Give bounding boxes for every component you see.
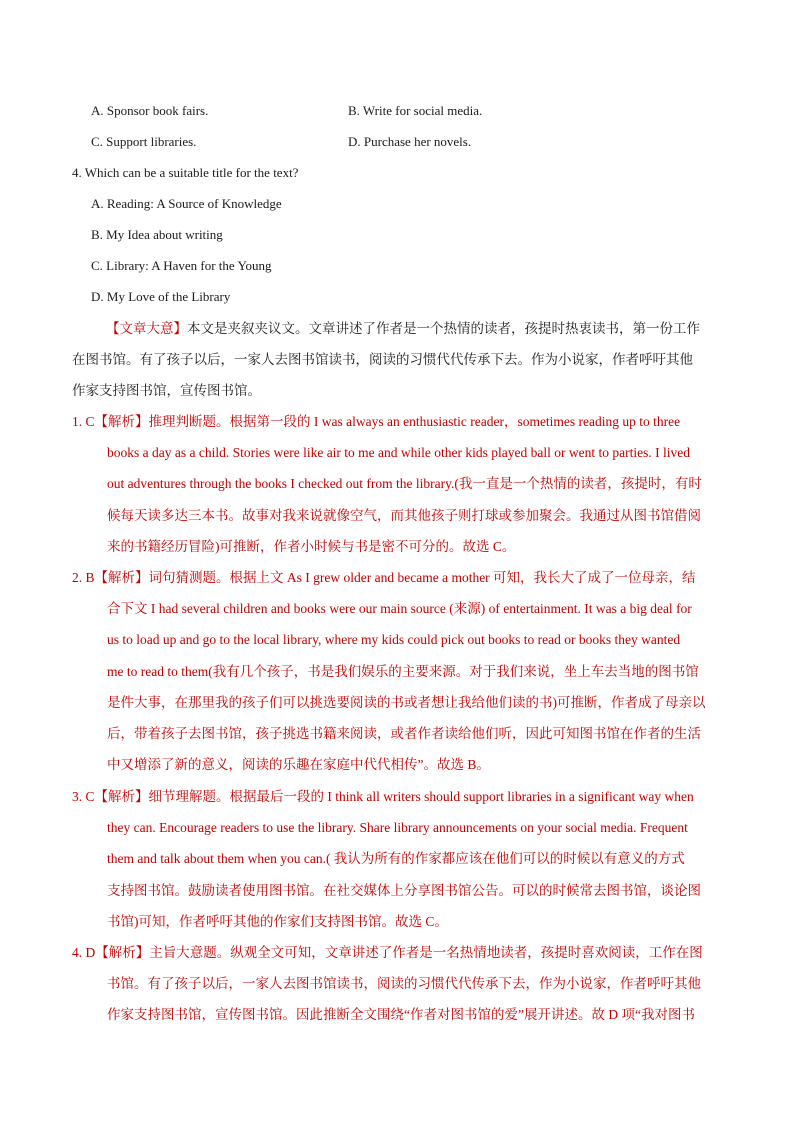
q4-option-b: B. My Idea about writing bbox=[91, 227, 223, 242]
answer-line: us to load up and go to the local library, where my kids could pick out books to read or books they wanted bbox=[107, 632, 681, 648]
answer-line: 候每天读多达三本书。故事对我来说就像空气，而其他孩子则打球或参加聚会。我通过从图书馆借阅 bbox=[107, 507, 701, 523]
answer-line: 细节理解题。根据最后一段的 I think all writers should support libraries in a significant way when bbox=[148, 789, 694, 804]
answer-1 bbox=[72, 406, 722, 562]
answer-line: 后，带着孩子去图书馆，孩子挑选书籍来阅读，或者作者读给他们听，因此可知图书馆在作者的生活 bbox=[107, 725, 701, 741]
answer-line: 主旨大意题。纵观全文可知，文章讲述了作者是一名热情地读者，孩提时喜欢阅读，工作在图 bbox=[149, 945, 703, 960]
q4-stem: 4. Which can be a suitable title for the text? bbox=[72, 165, 299, 180]
answer-line: 中又增添了新的意义，阅读的乐趣在家庭中代代相传”。故选 B。 bbox=[107, 757, 490, 773]
answer-line: me to read to them(我有几个孩子，书是我们娱乐的主要来源。对于我们来说，坐上车去当地的图书馆 bbox=[107, 663, 699, 679]
q3-option-c: C. Support libraries. bbox=[91, 134, 197, 149]
answer-number: 3. C bbox=[72, 789, 95, 804]
analysis-tag: 【解析】 bbox=[94, 414, 149, 429]
answer-4 bbox=[72, 937, 722, 1031]
answer-line: 合下文 I had several children and books were our main source (来源) of entertainment. It was a big deal for bbox=[107, 601, 692, 617]
answer-2 bbox=[72, 562, 722, 780]
answer-line: out adventures through the books I checked out from the library.(我一直是一个热情的读者，孩提时，有时 bbox=[107, 476, 702, 492]
summary-paragraph bbox=[72, 313, 722, 407]
analysis-tag: 【解析】 bbox=[94, 789, 149, 804]
summary-line: 本文是夹叙夹议文。文章讲述了作者是一个热情的读者，孩提时热衷读书，第一份工作 bbox=[187, 321, 700, 336]
answer-3 bbox=[72, 781, 722, 937]
summary-line: 在图书馆。有了孩子以后，一家人去图书馆读书，阅读的习惯代代传承下去。作为小说家，作者呼吁其他 bbox=[72, 352, 693, 368]
answer-line: 书馆)可知，作者呼吁其他的作家们支持图书馆。故选 C。 bbox=[107, 913, 448, 929]
answer-line: 推理判断题。根据第一段的 I was always an enthusiastic reader，sometimes reading up to three bbox=[148, 414, 681, 429]
summary-tag: 【文章大意】 bbox=[106, 321, 187, 336]
answer-number: 4. D bbox=[72, 945, 96, 960]
answer-line: 支持图书馆。鼓励读者使用图书馆。在社交媒体上分享图书馆公告。可以的时候常去图书馆，谈论图 bbox=[107, 882, 701, 898]
answer-line: 作家支持图书馆，宣传图书馆。因此推断全文围绕“作者对图书馆的爱”展开讲述。故 D 项“我对图书 bbox=[107, 1007, 695, 1023]
answer-line: 书馆。有了孩子以后，一家人去图书馆读书，阅读的习惯代代传承下去，作为小说家，作者呼吁其他 bbox=[107, 976, 701, 992]
answer-line: they can. Encourage readers to use the library. Share library announcements on your social media. Frequent bbox=[107, 820, 688, 836]
answer-line: books a day as a child. Stories were like air to me and while other kids played ball or went to parties. I lived bbox=[107, 445, 690, 461]
answer-line: 词句猜测题。根据上文 As I grew older and became a mother 可知，我长大了成了一位母亲，结 bbox=[148, 570, 696, 585]
answer-line: them and talk about them when you can.( 我认为所有的作家都应该在他们可以的时候以有意义的方式 bbox=[107, 851, 685, 867]
answer-line: 来的书籍经历冒险)可推断，作者小时候与书是密不可分的。故选 C。 bbox=[107, 538, 516, 554]
summary-line: 作家支持图书馆，宣传图书馆。 bbox=[72, 383, 261, 399]
analysis-tag: 【解析】 bbox=[94, 570, 149, 585]
answer-line: 是件大事，在那里我的孩子们可以挑选要阅读的书或者想让我给他们读的书)可推断，作者成了母亲以 bbox=[107, 694, 706, 710]
q4-option-c: C. Library: A Haven for the Young bbox=[91, 258, 272, 273]
q3-option-a: A. Sponsor book fairs. bbox=[91, 103, 209, 118]
answer-number: 2. B bbox=[72, 570, 95, 585]
q3-option-b: B. Write for social media. bbox=[348, 103, 483, 118]
q4-option-a: A. Reading: A Source of Knowledge bbox=[91, 196, 282, 211]
analysis-tag: 【解析】 bbox=[95, 945, 150, 960]
q4-option-d: D. My Love of the Library bbox=[91, 289, 231, 304]
q3-option-d: D. Purchase her novels. bbox=[348, 134, 472, 149]
answer-number: 1. C bbox=[72, 414, 95, 429]
